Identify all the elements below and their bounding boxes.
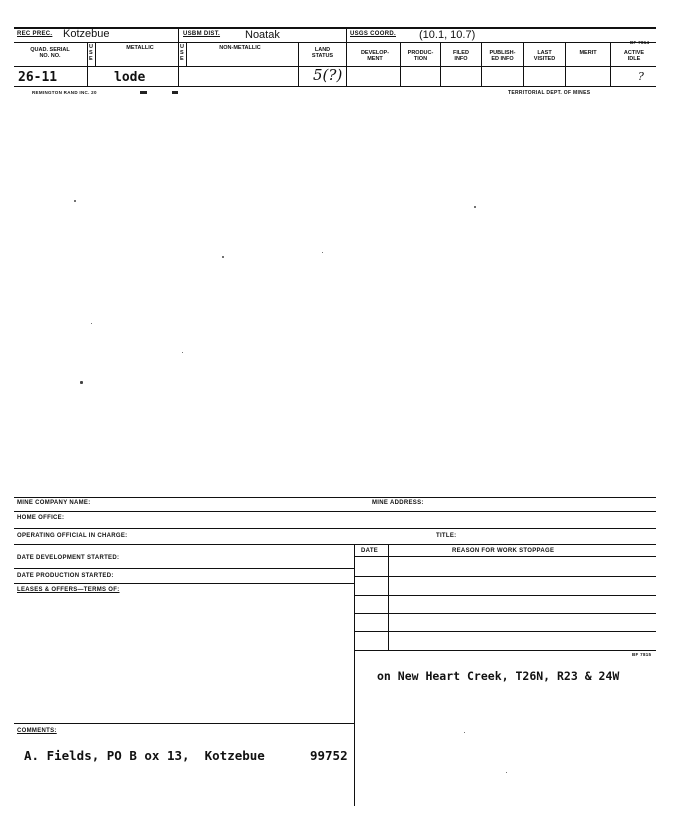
stoppage-row-1 [354,576,656,577]
speck [222,256,224,258]
operating-official-label: OPERATING OFFICIAL IN CHARGE: [17,533,128,539]
stoppage-header-line [354,556,656,557]
mine-address-label: MINE ADDRESS: [372,500,424,506]
col-nonmetallic: NON-METALLIC [219,45,261,51]
lower-line-3 [14,528,656,529]
header-divider [14,42,656,43]
form-code-lower: BF 7815 [632,652,652,657]
comments-value: A. Fields, PO B ox 13, Kotzebue 99752 [24,748,348,763]
lower-line-6 [14,583,354,584]
lower-top-line [14,497,656,498]
usgs-coord-value: (10.1, 10.7) [419,29,476,41]
col-use-metallic: U S E [89,44,93,62]
col-land-status: LAND STATUS [311,47,334,59]
col-sep-last [565,42,566,86]
stoppage-row-4 [354,631,656,632]
department-imprint: TERRITORIAL DEPT. OF MINES [508,90,591,96]
col-sep-pub [523,42,524,86]
imprint-mark-2 [172,91,178,94]
col-development: DEVELOP- MENT [360,50,390,62]
col-production: PRODUC- TION [407,50,434,62]
speck [474,206,476,208]
col-metallic: METALLIC [126,45,154,51]
stoppage-row-3 [354,613,656,614]
usbm-dist-label: USBM DIST. [183,31,221,37]
col-sep-land [298,42,299,86]
title-label: TITLE: [436,533,457,539]
speck [506,772,507,773]
row-quad-serial: 26-11 [18,70,58,85]
comments-label: COMMENTS: [17,728,57,734]
date-prod-started-label: DATE PRODUCTION STARTED: [17,573,114,579]
usbm-dist-value: Noatak [245,29,280,41]
row-metallic: lode [114,70,146,85]
col-quad-serial: QUAD. SERIAL NO. NO. [30,47,70,59]
speck [464,732,465,733]
col-sep-dev [400,42,401,86]
col-filed-info: FILED INFO [453,50,469,62]
col-sep-quad [87,42,88,86]
header-sep-1 [178,27,179,86]
stoppage-reason-header: REASON FOR WORK STOPPAGE [452,548,555,554]
stoppage-row-5 [354,650,656,651]
stoppage-table-left [354,544,355,806]
usgs-coord-label: USGS COORD. [350,31,396,37]
col-sep-metallic [95,42,96,66]
leases-offers-label: LEASES & OFFERS—TERMS OF: [17,587,120,593]
lower-line-4 [14,544,656,545]
col-published-info: PUBLISH- ED INFO [489,50,516,62]
date-dev-started-label: DATE DEVELOPMENT STARTED: [17,555,120,561]
col-use-nonmetallic: U S E [180,44,184,62]
stoppage-date-header: DATE [361,548,379,554]
stoppage-date-sep [388,544,389,650]
rec-prec-label: REC PREC. [17,31,53,37]
rec-prec-value: Kotzebue [63,28,110,40]
speck [74,200,76,202]
col-merit: MERIT [579,50,597,56]
lower-line-5 [14,568,354,569]
home-office-label: HOME OFFICE: [17,515,65,521]
row-bottom-line [14,86,656,87]
col-active-idle: ACTIVE IDLE [623,50,645,62]
speck [322,252,323,253]
top-border [14,27,656,29]
imprint-mark-1 [140,91,147,94]
col-last-visited: LAST VISITED [533,50,556,62]
speck [182,352,183,353]
stoppage-row-2 [354,595,656,596]
location-note: on New Heart Creek, T26N, R23 & 24W [377,669,620,683]
comments-top-line [14,723,354,724]
lower-line-2 [14,511,656,512]
col-sep-nonmet-use [186,42,187,66]
col-sep-merit [610,42,611,86]
form-code-top: BF 7814 [630,40,650,45]
speck [80,381,83,384]
header-sep-2 [346,27,347,86]
speck [91,323,92,324]
printer-imprint: REMINGTON RAND INC. 20 [32,90,97,95]
row-land-status: 5(?) [313,66,343,84]
row-active-idle: ? [638,70,644,83]
mine-company-name-label: MINE COMPANY NAME: [17,500,91,506]
col-sep-prod [440,42,441,86]
col-sep-filed [481,42,482,86]
